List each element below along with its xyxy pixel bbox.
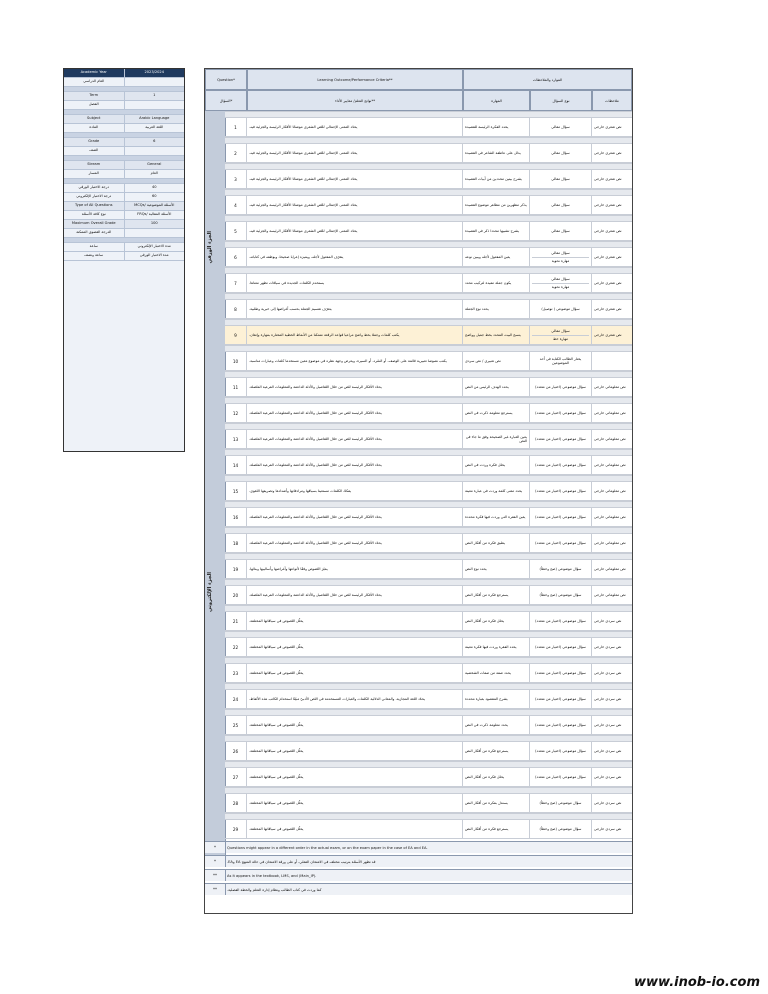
question-number: 21 bbox=[225, 612, 247, 630]
question-row bbox=[225, 163, 632, 189]
row-cells bbox=[225, 299, 632, 319]
question-type-cell bbox=[530, 222, 592, 240]
row-cells bbox=[225, 741, 632, 761]
text-type-note: نص شعري خارجي bbox=[594, 203, 622, 207]
section-label-paper: الجزء الورقي bbox=[207, 231, 213, 264]
text-type-note: نص معلوماتي خارجي bbox=[594, 593, 626, 597]
learning-outcome: يميّز النّصوص وفقًا لأنواعها وأغراضها وأساليبها وبنائها. bbox=[247, 560, 463, 578]
question-row bbox=[225, 215, 632, 241]
question-row bbox=[225, 631, 632, 657]
sub-skill: يكون جملة مفيدة لتركيب محدد bbox=[463, 274, 530, 292]
sub-skill: يحدد نوع الجملة bbox=[463, 300, 530, 318]
question-type: سؤال مقالي bbox=[551, 251, 570, 255]
row-cells bbox=[225, 767, 632, 787]
learning-outcome: يحدّد الأفكار الرئيسة لنّص من خلال التّفاصيل والأدلة الداعمة والمعلومات الفرعية المتّصلة. bbox=[247, 534, 463, 552]
question-type-cell bbox=[530, 768, 592, 786]
stream-label-ar: المسار bbox=[64, 170, 125, 178]
sub-skill: يسترجع فكرة من أفكار النص bbox=[463, 586, 530, 604]
question-type: سؤال موضوعي (صح وخطأ) bbox=[539, 827, 582, 831]
sub-skill: يحلل فكرة من أفكار النص bbox=[463, 612, 530, 630]
sub-skill: يحدد الفكرة الرئيسة للقصيدة bbox=[463, 118, 530, 136]
row-cells bbox=[225, 273, 632, 293]
question-number: 11 bbox=[225, 378, 247, 396]
learning-outcome: يفكك الكلمات مستعينا بسياقها ومرادفاتها وأضدادها وتصريفها اللغوي. bbox=[247, 482, 463, 500]
question-type: سؤال موضوعي (اختيار من متعدد) bbox=[535, 697, 586, 701]
question-row bbox=[225, 397, 632, 423]
learning-outcome: يحلّل النّصوص في سياقاتها المختلفة. bbox=[247, 768, 463, 786]
question-type: سؤال مقالي bbox=[551, 203, 570, 207]
question-row bbox=[225, 345, 632, 371]
question-type: سؤال موضوعي (اختيار من متعدد) bbox=[535, 437, 586, 441]
question-type-cell bbox=[530, 300, 592, 318]
question-type-cell bbox=[530, 794, 592, 812]
footnote-row bbox=[205, 855, 632, 867]
question-row bbox=[225, 475, 632, 501]
skill-category: مهارة نحوية bbox=[532, 257, 589, 263]
row-cells bbox=[225, 611, 632, 631]
sub-skill: يحلل فكرة وردت في النص bbox=[463, 456, 530, 474]
question-type: سؤال مقالي bbox=[551, 151, 570, 155]
sub-skill: يحدد صفة من صفات الشخصية bbox=[463, 664, 530, 682]
question-type-label: Type of All Questions bbox=[64, 202, 125, 210]
question-number: 8 bbox=[225, 300, 247, 318]
question-row bbox=[225, 111, 632, 137]
text-type-note bbox=[592, 352, 632, 370]
sub-skill: يعين الفقرة التي وردت فيها فكرة محددة bbox=[463, 508, 530, 526]
question-type: سؤال مقالي bbox=[551, 229, 570, 233]
question-type-cell bbox=[530, 820, 592, 838]
footnote-text: قد تظهر الأسئلة بترتيب مختلف في الامتحان الفعلي، أو على ورقة الامتحان في حالة المنهج EA وEA. bbox=[227, 859, 376, 864]
question-type: سؤال موضوعي (اختيار من متعدد) bbox=[535, 645, 586, 649]
question-type: سؤال موضوعي (صح وخطأ) bbox=[539, 567, 582, 571]
subject-label-ar: المادة bbox=[64, 124, 125, 132]
sub-skill: يطبق فكرة من أفكار النص bbox=[463, 534, 530, 552]
row-cells bbox=[225, 637, 632, 657]
learning-outcome: يحدّد الأفكار الرئيسة لنّص من خلال التّفاصيل والأدلة الداعمة والمعلومات الفرعية المتّصلة. bbox=[247, 378, 463, 396]
text-type-note: نص سردي خارجي bbox=[594, 749, 622, 753]
question-type-cell bbox=[530, 508, 592, 526]
max-grade-label-ar: الدرجة القصوى الممكنة bbox=[64, 229, 125, 237]
question-type-cell bbox=[530, 664, 592, 682]
question-number: 18 bbox=[225, 534, 247, 552]
subject-value-ar: اللغة العربية bbox=[145, 125, 164, 129]
question-type-cell bbox=[530, 378, 592, 396]
question-number: 5 bbox=[225, 222, 247, 240]
learning-outcome: يحلّل النّصوص في سياقاتها المختلفة. bbox=[247, 820, 463, 838]
row-cells bbox=[225, 793, 632, 813]
text-type-note: نص سردي خارجي bbox=[594, 619, 622, 623]
learning-outcome: يحدّد الأفكار الرئيسة لنّص من خلال التّفاصيل والأدلة الداعمة والمعلومات الفرعية المتّصلة. bbox=[247, 404, 463, 422]
table-header bbox=[205, 69, 632, 111]
grade-label-ar: الصف bbox=[64, 147, 125, 155]
footnote-text: As it appears in the textbook, LMS, and (Main_IP). bbox=[227, 873, 317, 878]
row-cells bbox=[225, 377, 632, 397]
question-row bbox=[225, 735, 632, 761]
academic-year-label-ar: العام الدراسي bbox=[64, 78, 125, 86]
academic-year-value: 2023/2024 bbox=[144, 70, 164, 74]
duration-paper-label: مدة الاختبار الورقي bbox=[139, 253, 169, 257]
question-number: 22 bbox=[225, 638, 247, 656]
electronic-score: 60 bbox=[151, 194, 157, 198]
row-cells bbox=[225, 689, 632, 709]
term-label-ar: الفصل bbox=[64, 101, 125, 109]
row-cells bbox=[225, 663, 632, 683]
footnote-marker: ** bbox=[205, 870, 226, 881]
question-row bbox=[225, 683, 632, 709]
header-question: Question* bbox=[205, 69, 247, 90]
text-type-note: نص سردي خارجي bbox=[594, 801, 622, 805]
question-number: 9 bbox=[225, 326, 247, 344]
question-row bbox=[225, 527, 632, 553]
learning-outcome: يحدّد الأفكار الرئيسة لنّص من خلال التّفاصيل والأدلة الداعمة والمعلومات الفرعية المتّصلة. bbox=[247, 456, 463, 474]
question-type-cell bbox=[530, 274, 592, 292]
learning-outcome: يحلّل النّصوص في سياقاتها المختلفة. bbox=[247, 664, 463, 682]
sub-skill: يحدد الفقرة وردت فيها فكرة معينة bbox=[463, 638, 530, 656]
question-type-cell bbox=[530, 430, 592, 448]
question-row bbox=[225, 293, 632, 319]
row-cells bbox=[225, 325, 632, 345]
question-type-cell bbox=[530, 716, 592, 734]
text-type-note: نص معلوماتي خارجي bbox=[594, 411, 626, 415]
question-type-cell bbox=[530, 586, 592, 604]
question-row bbox=[225, 605, 632, 631]
question-type: سؤال موضوعي (اختيار من متعدد) bbox=[535, 671, 586, 675]
row-cells bbox=[225, 143, 632, 163]
section-band-paper bbox=[205, 111, 226, 392]
sub-skill: يسترجع فكرة من أفكار النص bbox=[463, 742, 530, 760]
duration-paper-value: ساعة ونصف bbox=[64, 252, 125, 260]
learning-outcome: يحلّل النّصوص في سياقاتها المختلفة. bbox=[247, 716, 463, 734]
sub-skill: يسترجع فكرة من أفكار النص bbox=[463, 820, 530, 838]
question-type-value-2: FRQs/ الأسئلة المقالية bbox=[137, 212, 172, 216]
question-type: سؤال موضوعي (اختيار من متعدد) bbox=[535, 775, 586, 779]
question-row bbox=[225, 709, 632, 735]
question-row bbox=[225, 241, 632, 267]
paper-score-label: درجة الاختبار الورقي bbox=[64, 184, 125, 192]
paper-score: 40 bbox=[151, 185, 157, 189]
header-criteria-ar: نواتج التعلم/ معايير الأداء** bbox=[247, 90, 463, 111]
stream-label: Stream bbox=[64, 161, 125, 169]
sub-skill: يحدد معنى كلمة وردت في عبارة معينة bbox=[463, 482, 530, 500]
question-number: 15 bbox=[225, 482, 247, 500]
question-row bbox=[225, 813, 632, 839]
question-type-cell bbox=[530, 404, 592, 422]
question-type-cell bbox=[530, 118, 592, 136]
question-row bbox=[225, 189, 632, 215]
sub-skill: يشرح تشبيها محددا ذكر في القصيدة bbox=[463, 222, 530, 240]
header-resources: الموارد والملاحظات bbox=[463, 69, 632, 90]
question-number: 25 bbox=[225, 716, 247, 734]
footnote-row bbox=[205, 869, 632, 881]
question-row bbox=[225, 371, 632, 397]
learning-outcome: يحدّد المعنى الإجمالي للنّص الشعري موضحًا الأفكار الرئيسة والجزئية فيه. bbox=[247, 222, 463, 240]
row-cells bbox=[225, 117, 632, 137]
sub-skill: يحدد نوع النص bbox=[463, 560, 530, 578]
row-cells bbox=[225, 507, 632, 527]
electronic-score-label: درجة الاختبار الإلكتروني bbox=[64, 193, 125, 201]
question-type-cell bbox=[530, 534, 592, 552]
sub-skill: ينسخ البيت المحدد بخط جميل وواضح bbox=[463, 326, 530, 344]
learning-outcome: يحدّد المعنى الإجمالي للنّص الشعري موضحًا الأفكار الرئيسة والجزئية فيه. bbox=[247, 144, 463, 162]
footnote-marker: ** bbox=[205, 884, 226, 895]
learning-outcome: يتعرّف تقسيم الجملة بحسب أغراضها إلى خبرية وطلبية. bbox=[247, 300, 463, 318]
sub-skill: يسترجع معلومة ذكرت في النص bbox=[463, 404, 530, 422]
sub-skill: يحدد الهدف الرئيس من النص bbox=[463, 378, 530, 396]
question-number: 28 bbox=[225, 794, 247, 812]
learning-outcome: يحدّد المعنى الإجمالي للنّص الشعري موضحًا الأفكار الرئيسة والجزئية فيه. bbox=[247, 196, 463, 214]
question-number: 4 bbox=[225, 196, 247, 214]
question-type-label-ar: نوع كافة الأسئلة bbox=[64, 211, 125, 219]
question-number: 13 bbox=[225, 430, 247, 448]
question-type-cell bbox=[530, 742, 592, 760]
question-type-cell bbox=[530, 326, 592, 344]
question-number: 29 bbox=[225, 820, 247, 838]
header-notes: ملاحظات bbox=[592, 90, 632, 111]
learning-outcome: يحدّد الأفكار الرئيسة لنّص من خلال التّفاصيل والأدلة الداعمة والمعلومات الفرعية المتّصلة. bbox=[247, 586, 463, 604]
academic-year-label: Academic Year bbox=[64, 69, 125, 77]
question-number: 27 bbox=[225, 768, 247, 786]
row-cells bbox=[225, 195, 632, 215]
header-question-ar: السؤال* bbox=[205, 90, 247, 111]
text-type-note: نص شعري خارجي bbox=[594, 229, 622, 233]
question-number: 14 bbox=[225, 456, 247, 474]
question-type: سؤال مقالي bbox=[551, 177, 570, 181]
text-type-note: نص معلوماتي خارجي bbox=[594, 385, 626, 389]
question-type-cell bbox=[530, 690, 592, 708]
sub-skill: يحدد معلومة ذكرت في النص bbox=[463, 716, 530, 734]
text-type-note: نص شعري خارجي bbox=[594, 151, 622, 155]
question-type: سؤال موضوعي ( توصيل) bbox=[541, 307, 580, 311]
sub-skill: يشرح المقصود بعبارة محددة bbox=[463, 690, 530, 708]
exam-specification-table bbox=[204, 68, 633, 914]
question-type-cell bbox=[530, 352, 592, 370]
question-number: 10 bbox=[225, 352, 247, 370]
row-cells bbox=[225, 351, 632, 371]
question-number: 1 bbox=[225, 118, 247, 136]
footnote-marker: * bbox=[205, 856, 226, 867]
question-row bbox=[225, 267, 632, 293]
question-type-cell bbox=[530, 196, 592, 214]
subject-value: Arabic Language bbox=[139, 116, 170, 120]
max-grade-label: Maximum Overall Grade bbox=[64, 220, 125, 228]
stream-value-ar: العام bbox=[150, 171, 158, 175]
text-type-note: نص معلوماتي خارجي bbox=[594, 567, 626, 571]
question-number: 24 bbox=[225, 690, 247, 708]
text-type-note: نص شعري خارجي bbox=[594, 255, 622, 259]
question-row bbox=[225, 501, 632, 527]
header-skill: المهارة bbox=[463, 90, 530, 111]
stream-value: General bbox=[147, 162, 162, 166]
term-value: 1 bbox=[153, 93, 156, 97]
question-number: 26 bbox=[225, 742, 247, 760]
question-type-cell bbox=[530, 560, 592, 578]
question-type: سؤال موضوعي (اختيار من متعدد) bbox=[535, 411, 586, 415]
question-number: 3 bbox=[225, 170, 247, 188]
question-type-cell bbox=[530, 144, 592, 162]
learning-outcome: يستخدم الكلمات الجديدة في سياقات تظهر معناها. bbox=[247, 274, 463, 292]
question-row bbox=[225, 761, 632, 787]
row-cells bbox=[225, 585, 632, 605]
question-type: سؤال موضوعي (صح وخطأ) bbox=[539, 593, 582, 597]
question-type-cell bbox=[530, 248, 592, 266]
row-cells bbox=[225, 481, 632, 501]
skill-category: مهارة خط bbox=[532, 335, 589, 341]
learning-outcome: يحلّل النّصوص في سياقاتها المختلفة. bbox=[247, 612, 463, 630]
question-type: سؤال مقالي bbox=[551, 277, 570, 281]
footnote-text: كما وردت في كتاب الطالب ونظام إدارة التعلم والخطة الفصلية. bbox=[227, 887, 322, 892]
question-type-cell bbox=[530, 456, 592, 474]
question-row bbox=[225, 657, 632, 683]
question-row bbox=[225, 553, 632, 579]
question-row bbox=[225, 137, 632, 163]
question-type-cell bbox=[530, 482, 592, 500]
duration-electronic-value: ساعة bbox=[64, 243, 125, 251]
row-cells bbox=[225, 169, 632, 189]
question-type: سؤال موضوعي (اختيار من متعدد) bbox=[535, 489, 586, 493]
text-type-note: نص معلوماتي خارجي bbox=[594, 541, 626, 545]
sub-skill: يذكر مظهرين من مظاهر موضوع القصيدة bbox=[463, 196, 530, 214]
learning-outcome: يحلّل النّصوص في سياقاتها المختلفة. bbox=[247, 638, 463, 656]
text-type-note: نص سردي خارجي bbox=[594, 775, 622, 779]
row-cells bbox=[225, 221, 632, 241]
sub-skill: يدلل على عاطفة الشاعر في القصيدة bbox=[463, 144, 530, 162]
header-question-type: نوع السؤال bbox=[530, 90, 592, 111]
grade-label: Grade bbox=[64, 138, 125, 146]
row-cells bbox=[225, 429, 632, 449]
term-label: Term bbox=[64, 92, 125, 100]
sub-skill: يشرح بيتين محددين من أبيات القصيدة bbox=[463, 170, 530, 188]
text-type-note: نص معلوماتي خارجي bbox=[594, 437, 626, 441]
question-number: 16 bbox=[225, 508, 247, 526]
question-type: يختار الطالب الكتابة في أحد الموضوعين bbox=[539, 357, 582, 365]
text-type-note: نص معلوماتي خارجي bbox=[594, 463, 626, 467]
question-type-cell bbox=[530, 170, 592, 188]
footnote-row bbox=[205, 841, 632, 853]
header-criteria: Learning Outcome/Performance Criteria** bbox=[247, 69, 463, 90]
question-type: سؤال موضوعي (اختيار من متعدد) bbox=[535, 541, 586, 545]
subject-label: Subject bbox=[64, 115, 125, 123]
learning-outcome: يحلّل النّصوص في سياقاتها المختلفة. bbox=[247, 794, 463, 812]
text-type-note: نص شعري خارجي bbox=[594, 307, 622, 311]
question-type-cell bbox=[530, 638, 592, 656]
learning-outcome: يكتب نصوصا تعبيرية قائمة على الوصف، أو السّرد، أو السيرة، ويعرض وجهة نظره في موضوع معين مستخدما كلمات وعبارات مناسبة. bbox=[247, 352, 463, 370]
question-type: سؤال موضوعي (صح وخطأ) bbox=[539, 801, 582, 805]
footnote-text: Questions might appear in a different order in the actual exam, or on the exam paper in the case of EA and EA. bbox=[227, 845, 428, 850]
text-type-note: نص سردي خارجي bbox=[594, 723, 622, 727]
question-row bbox=[225, 423, 632, 449]
text-type-note: نص سردي خارجي bbox=[594, 697, 622, 701]
text-type-note: نص سردي خارجي bbox=[594, 671, 622, 675]
question-type-value: MCQs/ الأسئلة الموضوعية bbox=[134, 203, 175, 207]
sub-skill: يعين المفعول لأجله ويبين نوعه bbox=[463, 248, 530, 266]
question-number: 20 bbox=[225, 586, 247, 604]
text-type-note: نص شعري خارجي bbox=[594, 125, 622, 129]
section-band-electronic bbox=[205, 392, 226, 855]
question-type-cell bbox=[530, 612, 592, 630]
learning-outcome: يحدّد الأفكار الرئيسة لنّص من خلال التّفاصيل والأدلة الداعمة والمعلومات الفرعية المتّصلة. bbox=[247, 508, 463, 526]
question-type: سؤال مقالي bbox=[551, 329, 570, 333]
learning-outcome: يحدّد الأفكار الرئيسة لنّص من خلال التّفاصيل والأدلة الداعمة والمعلومات الفرعية المتّصلة. bbox=[247, 430, 463, 448]
skill-category: مهارة نحوية bbox=[532, 283, 589, 289]
question-row bbox=[225, 319, 632, 345]
text-type-note: نص شعري خارجي bbox=[594, 177, 622, 181]
exam-info-panel bbox=[63, 68, 185, 452]
text-type-note: نص سردي خارجي bbox=[594, 827, 622, 831]
text-type-note: نص سردي خارجي bbox=[594, 645, 622, 649]
question-type: سؤال موضوعي (اختيار من متعدد) bbox=[535, 463, 586, 467]
learning-outcome: يحلّل النّصوص في سياقاتها المختلفة. bbox=[247, 742, 463, 760]
learning-outcome: يتعرّف المفعول لأجله، ويميزه إعرابا صحيحا، ويوظفه في كتاباته. bbox=[247, 248, 463, 266]
question-row bbox=[225, 449, 632, 475]
row-cells bbox=[225, 715, 632, 735]
footnote-row bbox=[205, 883, 632, 895]
row-cells bbox=[225, 455, 632, 475]
text-type-note: نص شعري خارجي bbox=[594, 333, 622, 337]
sub-skill: نص تعبيري / نص سردي bbox=[463, 352, 530, 370]
sub-skill: يستدل بفكرة من أفكار النص bbox=[463, 794, 530, 812]
question-number: 2 bbox=[225, 144, 247, 162]
row-cells bbox=[225, 247, 632, 267]
question-type: سؤال موضوعي (اختيار من متعدد) bbox=[535, 385, 586, 389]
learning-outcome: يحدّد اللغة المجازية، والمعاني الدلالية الكلمات والعبارات المستخدمة في النّص الأدبيّ مبيّنًا استخدام الكاتب هذه الألفاظ. bbox=[247, 690, 463, 708]
question-number: 23 bbox=[225, 664, 247, 682]
question-number: 6 bbox=[225, 248, 247, 266]
question-type: سؤال موضوعي (اختيار من متعدد) bbox=[535, 619, 586, 623]
row-cells bbox=[225, 533, 632, 553]
question-number: 19 bbox=[225, 560, 247, 578]
site-watermark: www.inob-io.com bbox=[634, 975, 760, 990]
section-label-electronic: الجزء الإلكتروني bbox=[207, 572, 213, 613]
footnote-marker: * bbox=[205, 842, 226, 853]
question-number: 12 bbox=[225, 404, 247, 422]
text-type-note: نص معلوماتي خارجي bbox=[594, 515, 626, 519]
question-row bbox=[225, 579, 632, 605]
learning-outcome: يكتب كلمات وجملا بخط واضح مراعيا قواعد الرقعة متمكنا من الأنماط الخطية المختارة بمهارة وإتقان. bbox=[247, 326, 463, 344]
learning-outcome: يحدّد المعنى الإجمالي للنّص الشعري موضحًا الأفكار الرئيسة والجزئية فيه. bbox=[247, 118, 463, 136]
text-type-note: نص شعري خارجي bbox=[594, 281, 622, 285]
text-type-note: نص معلوماتي خارجي bbox=[594, 489, 626, 493]
duration-electronic-label: مدة الاختبار الإلكتروني bbox=[137, 244, 171, 248]
question-type: سؤال موضوعي (اختيار من متعدد) bbox=[535, 515, 586, 519]
question-row bbox=[225, 787, 632, 813]
question-number: 7 bbox=[225, 274, 247, 292]
grade-value: 6 bbox=[153, 139, 156, 143]
question-type: سؤال مقالي bbox=[551, 125, 570, 129]
learning-outcome: يحدّد المعنى الإجمالي للنّص الشعري موضحًا الأفكار الرئيسة والجزئية فيه. bbox=[247, 170, 463, 188]
row-cells bbox=[225, 559, 632, 579]
max-grade-value: 100 bbox=[150, 221, 158, 225]
sub-skill: يحلل فكرة من أفكار النص bbox=[463, 768, 530, 786]
question-type: سؤال موضوعي (اختيار من متعدد) bbox=[535, 723, 586, 727]
row-cells bbox=[225, 403, 632, 423]
sub-skill: يعين العبارة غير الصحيحة وفق ما جاء في النص bbox=[463, 430, 530, 448]
question-type: سؤال موضوعي (اختيار من متعدد) bbox=[535, 749, 586, 753]
row-cells bbox=[225, 819, 632, 839]
